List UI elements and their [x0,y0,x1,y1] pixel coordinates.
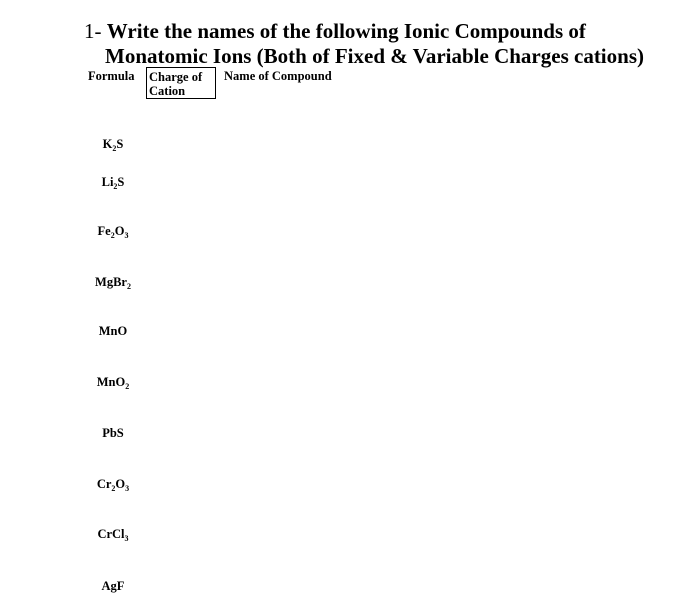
formula-subscript: 2 [110,231,115,240]
name-of-compound-header: Name of Compound [224,69,332,83]
compound-formula: $Cr_2O_3$ [96,477,130,493]
question-title-text-2: Monatomic Ions (Both of Fixed & Variable Charges cations) [105,44,644,68]
question-title-text-1: Write the names of the following Ionic Compounds of [106,19,586,43]
compound-formula: $Li_2S$ [101,175,125,191]
formula-subscript: 2 [112,144,117,153]
formula-column-header: Formula [88,69,135,83]
formula-subscript: 2 [111,484,116,493]
compound-formula: MnO$_2$ [96,375,130,391]
compound-formula: CrCl$_3$ [97,527,129,543]
formula-subscript: 2 [126,282,131,291]
question-title-line-2 [105,44,644,68]
compound-formula: PbS [102,426,124,440]
formula-subscript: 3 [124,231,129,240]
formula-subscript: 2 [113,182,118,191]
formula-subscript: 3 [125,484,130,493]
compound-formula: MnO [98,324,128,338]
compound-formula: $K_2S$ [102,137,124,153]
charge-of-cation-header: Charge of Cation [146,67,216,99]
compound-formula: $Fe_2O_3$ [97,224,129,240]
formula-subscript: 2 [125,382,130,391]
formula-subscript: 3 [124,534,129,543]
compound-formula: MgBr$_2$ [95,275,131,291]
question-title-line-1 [84,19,586,43]
question-number: 1- [84,19,102,43]
compound-formula: AgF [101,579,125,593]
